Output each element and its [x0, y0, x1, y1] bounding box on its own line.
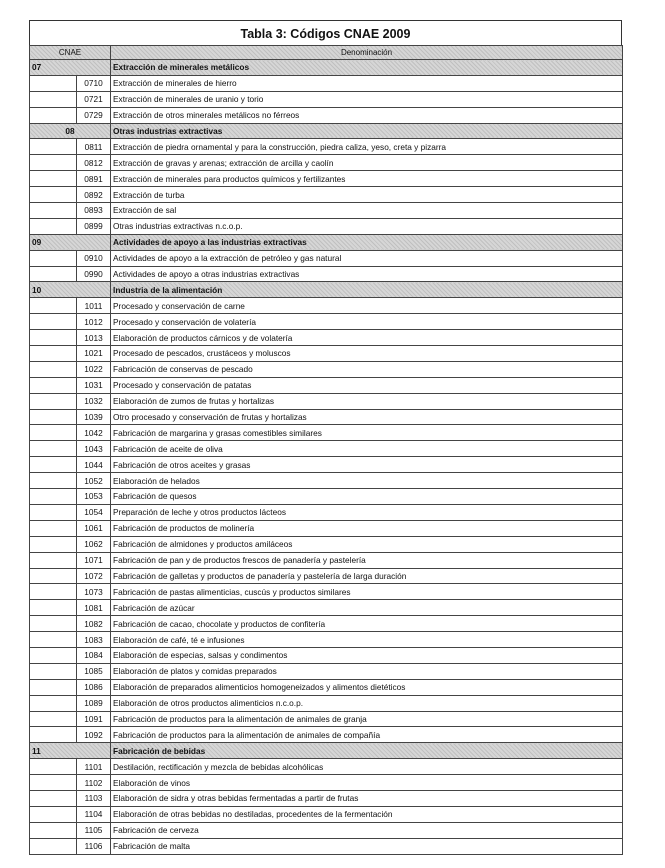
class-code: 0710 [77, 75, 111, 91]
table-row [30, 775, 623, 791]
class-name: Elaboración de otros productos alimenticios n.c.o.p. [111, 695, 623, 711]
class-code: 1012 [77, 314, 111, 330]
class-code: 0910 [77, 250, 111, 266]
class-name: Elaboración de otras bebidas no destiladas, procedentes de la fermentación [111, 806, 623, 822]
class-name: Fabricación de pan y de productos frescos de panadería y pastelería [111, 552, 623, 568]
class-name: Fabricación de malta [111, 838, 623, 854]
class-code: 1032 [77, 393, 111, 409]
table-row [30, 473, 623, 489]
indent-cell [30, 775, 77, 791]
class-code: 1031 [77, 377, 111, 393]
table-row [30, 552, 623, 568]
group-code: 11 [30, 743, 111, 759]
class-code: 1053 [77, 489, 111, 505]
class-name: Fabricación de productos para la alimentación de animales de compañía [111, 727, 623, 743]
indent-cell [30, 520, 77, 536]
class-name: Extracción de turba [111, 187, 623, 203]
class-code: 1052 [77, 473, 111, 489]
class-code: 1044 [77, 457, 111, 473]
table-row [30, 632, 623, 648]
group-name: Actividades de apoyo a las industrias extractivas [111, 234, 623, 250]
document-page [29, 20, 622, 855]
table-row [30, 504, 623, 520]
table-row [30, 91, 623, 107]
indent-cell [30, 441, 77, 457]
indent-cell [30, 203, 77, 219]
table-row [30, 377, 623, 393]
class-name: Otras industrias extractivas n.c.o.p. [111, 218, 623, 234]
group-row [30, 234, 623, 250]
class-name: Fabricación de productos de molinería [111, 520, 623, 536]
class-name: Fabricación de conservas de pescado [111, 361, 623, 377]
class-name: Fabricación de galletas y productos de panadería y pastelería de larga duración [111, 568, 623, 584]
indent-cell [30, 107, 77, 123]
table-row [30, 75, 623, 91]
table-row [30, 409, 623, 425]
indent-cell [30, 218, 77, 234]
indent-cell [30, 330, 77, 346]
group-name: Otras industrias extractivas [111, 123, 623, 139]
indent-cell [30, 298, 77, 314]
indent-cell [30, 663, 77, 679]
class-name: Actividades de apoyo a otras industrias extractivas [111, 266, 623, 282]
class-name: Elaboración de productos cárnicos y de volatería [111, 330, 623, 346]
class-code: 1105 [77, 822, 111, 838]
class-code: 1106 [77, 838, 111, 854]
table-row [30, 822, 623, 838]
table-row [30, 536, 623, 552]
group-code: 10 [30, 282, 111, 298]
class-code: 1022 [77, 361, 111, 377]
indent-cell [30, 361, 77, 377]
indent-cell [30, 489, 77, 505]
class-code: 1082 [77, 616, 111, 632]
class-code: 1013 [77, 330, 111, 346]
class-name: Fabricación de margarina y grasas comestibles similares [111, 425, 623, 441]
table-row [30, 584, 623, 600]
indent-cell [30, 425, 77, 441]
class-name: Actividades de apoyo a la extracción de petróleo y gas natural [111, 250, 623, 266]
class-code: 1084 [77, 647, 111, 663]
table-row [30, 520, 623, 536]
indent-cell [30, 457, 77, 473]
class-name: Elaboración de helados [111, 473, 623, 489]
table-row [30, 361, 623, 377]
class-name: Elaboración de platos y comidas preparados [111, 663, 623, 679]
class-code: 1083 [77, 632, 111, 648]
class-code: 0811 [77, 139, 111, 155]
class-code: 0899 [77, 218, 111, 234]
table-row [30, 425, 623, 441]
class-code: 0729 [77, 107, 111, 123]
header-denominacion: Denominación [111, 46, 623, 60]
class-code: 1061 [77, 520, 111, 536]
table-row [30, 171, 623, 187]
class-name: Procesado y conservación de volatería [111, 314, 623, 330]
table-row [30, 838, 623, 854]
table-row [30, 759, 623, 775]
table-row [30, 155, 623, 171]
table-row [30, 695, 623, 711]
class-code: 1043 [77, 441, 111, 457]
group-code: 08 [30, 123, 111, 139]
table-row [30, 457, 623, 473]
group-name: Fabricación de bebidas [111, 743, 623, 759]
cnae-table [29, 45, 623, 855]
class-name: Extracción de sal [111, 203, 623, 219]
class-code: 1071 [77, 552, 111, 568]
indent-cell [30, 75, 77, 91]
table-row [30, 298, 623, 314]
class-code: 1073 [77, 584, 111, 600]
group-code: 07 [30, 60, 111, 76]
class-name: Fabricación de almidones y productos amiláceos [111, 536, 623, 552]
table-title: Tabla 3: Códigos CNAE 2009 [29, 20, 622, 45]
indent-cell [30, 600, 77, 616]
table-row [30, 711, 623, 727]
indent-cell [30, 346, 77, 362]
class-name: Extracción de otros minerales metálicos no férreos [111, 107, 623, 123]
indent-cell [30, 393, 77, 409]
indent-cell [30, 139, 77, 155]
table-row [30, 346, 623, 362]
indent-cell [30, 695, 77, 711]
class-name: Fabricación de productos para la alimentación de animales de granja [111, 711, 623, 727]
class-name: Fabricación de cerveza [111, 822, 623, 838]
class-name: Fabricación de cacao, chocolate y productos de confitería [111, 616, 623, 632]
class-name: Destilación, rectificación y mezcla de bebidas alcohólicas [111, 759, 623, 775]
table-row [30, 568, 623, 584]
indent-cell [30, 822, 77, 838]
table-row [30, 139, 623, 155]
class-name: Procesado y conservación de carne [111, 298, 623, 314]
class-name: Elaboración de sidra y otras bebidas fermentadas a partir de frutas [111, 790, 623, 806]
indent-cell [30, 759, 77, 775]
class-name: Elaboración de vinos [111, 775, 623, 791]
indent-cell [30, 552, 77, 568]
indent-cell [30, 155, 77, 171]
table-row [30, 679, 623, 695]
indent-cell [30, 806, 77, 822]
indent-cell [30, 409, 77, 425]
indent-cell [30, 727, 77, 743]
class-code: 1091 [77, 711, 111, 727]
class-code: 1086 [77, 679, 111, 695]
indent-cell [30, 679, 77, 695]
indent-cell [30, 250, 77, 266]
class-name: Fabricación de aceite de oliva [111, 441, 623, 457]
class-code: 1102 [77, 775, 111, 791]
class-name: Fabricación de otros aceites y grasas [111, 457, 623, 473]
class-code: 1072 [77, 568, 111, 584]
indent-cell [30, 377, 77, 393]
group-code: 09 [30, 234, 111, 250]
table-row [30, 806, 623, 822]
class-code: 1103 [77, 790, 111, 806]
table-row [30, 107, 623, 123]
indent-cell [30, 616, 77, 632]
indent-cell [30, 711, 77, 727]
table-row [30, 218, 623, 234]
indent-cell [30, 632, 77, 648]
class-code: 1054 [77, 504, 111, 520]
class-name: Extracción de minerales de uranio y torio [111, 91, 623, 107]
group-name: Industria de la alimentación [111, 282, 623, 298]
table-row [30, 203, 623, 219]
indent-cell [30, 584, 77, 600]
table-row [30, 266, 623, 282]
table-row [30, 600, 623, 616]
table-row [30, 489, 623, 505]
table-row [30, 330, 623, 346]
class-name: Extracción de piedra ornamental y para la construcción, piedra caliza, yeso, creta y pizarra [111, 139, 623, 155]
class-name: Extracción de minerales de hierro [111, 75, 623, 91]
class-code: 1039 [77, 409, 111, 425]
table-row [30, 647, 623, 663]
indent-cell [30, 790, 77, 806]
class-code: 1101 [77, 759, 111, 775]
class-code: 1062 [77, 536, 111, 552]
table-row [30, 250, 623, 266]
class-code: 1042 [77, 425, 111, 441]
class-name: Fabricación de quesos [111, 489, 623, 505]
class-name: Otro procesado y conservación de frutas y hortalizas [111, 409, 623, 425]
class-code: 1081 [77, 600, 111, 616]
group-row [30, 60, 623, 76]
class-code: 1011 [77, 298, 111, 314]
table-row [30, 727, 623, 743]
group-row [30, 743, 623, 759]
table-row [30, 616, 623, 632]
table-row [30, 790, 623, 806]
table-row [30, 663, 623, 679]
class-code: 1089 [77, 695, 111, 711]
indent-cell [30, 647, 77, 663]
header-cnae: CNAE [30, 46, 111, 60]
class-code: 1021 [77, 346, 111, 362]
class-name: Preparación de leche y otros productos lácteos [111, 504, 623, 520]
class-name: Elaboración de zumos de frutas y hortalizas [111, 393, 623, 409]
table-header-row [30, 46, 623, 60]
indent-cell [30, 536, 77, 552]
table-row [30, 187, 623, 203]
indent-cell [30, 187, 77, 203]
class-name: Procesado de pescados, crustáceos y moluscos [111, 346, 623, 362]
class-code: 1092 [77, 727, 111, 743]
indent-cell [30, 171, 77, 187]
class-name: Elaboración de preparados alimenticios homogeneizados y alimentos dietéticos [111, 679, 623, 695]
class-name: Elaboración de especias, salsas y condimentos [111, 647, 623, 663]
class-name: Extracción de gravas y arenas; extracción de arcilla y caolín [111, 155, 623, 171]
indent-cell [30, 838, 77, 854]
table-row [30, 441, 623, 457]
class-code: 1104 [77, 806, 111, 822]
class-name: Fabricación de azúcar [111, 600, 623, 616]
indent-cell [30, 504, 77, 520]
class-name: Fabricación de pastas alimenticias, cuscús y productos similares [111, 584, 623, 600]
indent-cell [30, 473, 77, 489]
table-row [30, 393, 623, 409]
class-name: Elaboración de café, té e infusiones [111, 632, 623, 648]
class-name: Extracción de minerales para productos químicos y fertilizantes [111, 171, 623, 187]
group-row [30, 282, 623, 298]
indent-cell [30, 91, 77, 107]
group-row [30, 123, 623, 139]
class-code: 0812 [77, 155, 111, 171]
class-code: 0721 [77, 91, 111, 107]
class-code: 0893 [77, 203, 111, 219]
class-code: 0891 [77, 171, 111, 187]
indent-cell [30, 568, 77, 584]
indent-cell [30, 314, 77, 330]
class-code: 1085 [77, 663, 111, 679]
class-code: 0990 [77, 266, 111, 282]
indent-cell [30, 266, 77, 282]
group-name: Extracción de minerales metálicos [111, 60, 623, 76]
class-code: 0892 [77, 187, 111, 203]
table-row [30, 314, 623, 330]
class-name: Procesado y conservación de patatas [111, 377, 623, 393]
table-body [30, 60, 623, 855]
